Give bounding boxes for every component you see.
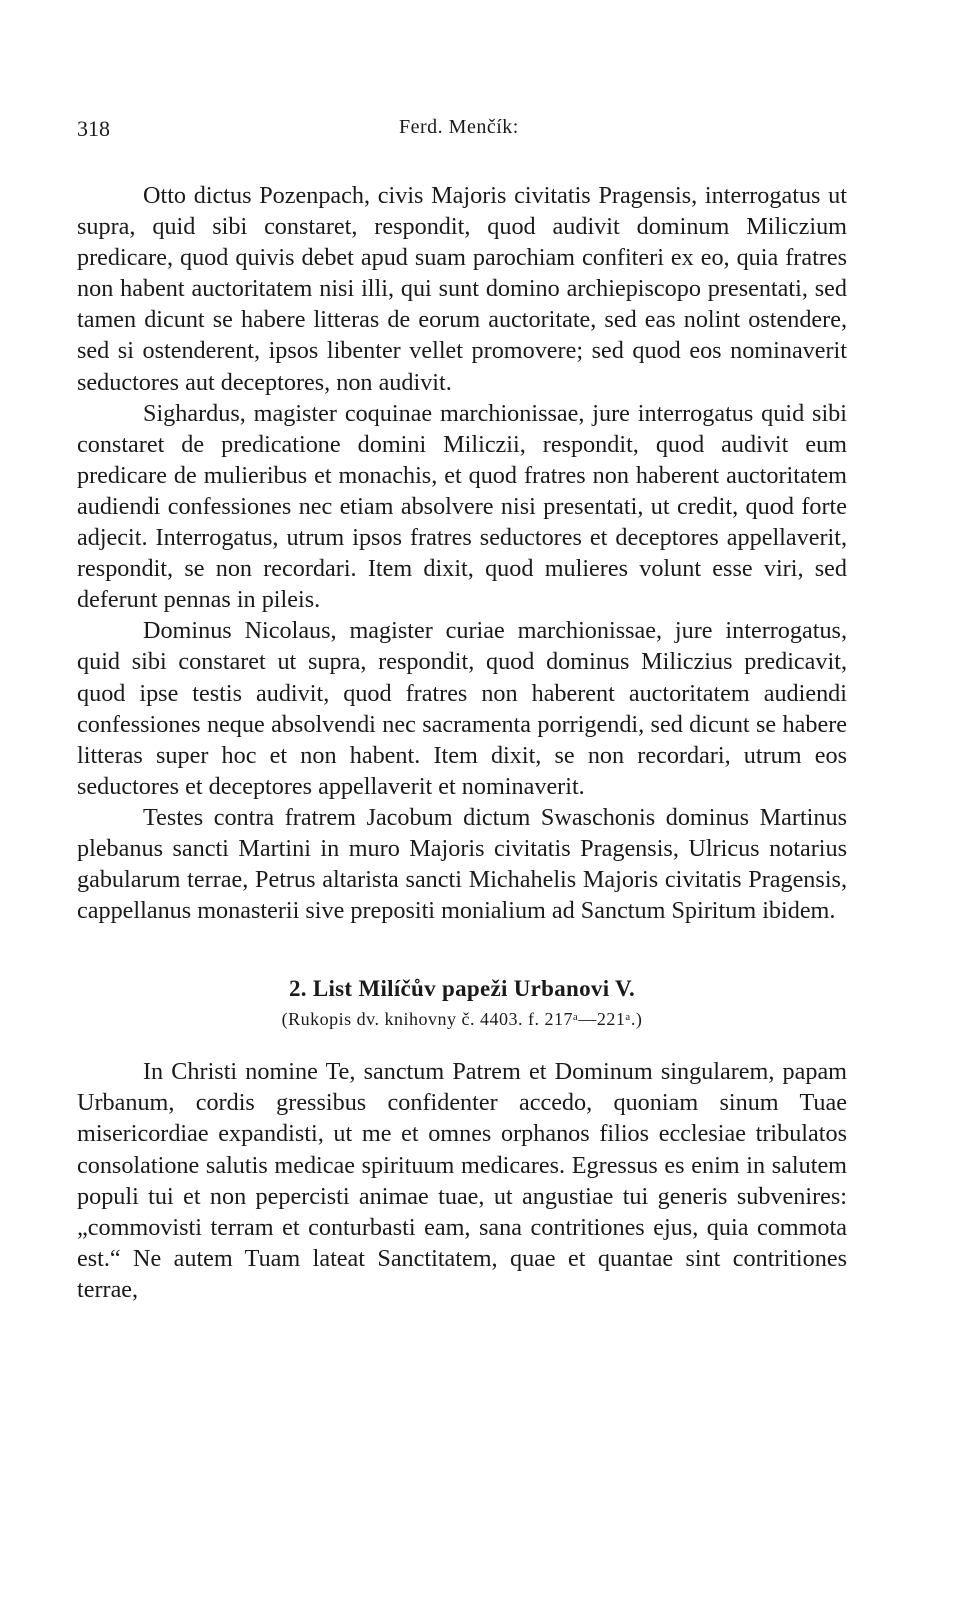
- running-head: [77, 112, 847, 148]
- section-heading: 2. List Milíčův papeži Urbanovi V.: [288, 976, 636, 1002]
- book-page: [77, 112, 847, 1305]
- letter-paragraph: In Christi nomine Te, sanctum Patrem et Dominum singularem, papam Urbanum, cordis gressibus confidenter accedo, quoniam sinum Tuae misericordiae expandisti, ut me et omnes orphanos filios ecclesiae tribulatos consolatione salutis medicae spirituum medicares. Egressus es enim in salutem populi tui et non pepercisti animae tuae, ut angustiae tui generis subvenires: „commovisti terram et conturbasti eam, sana contritiones ejus, quia commota est.“ Ne autem Tuam lateat Sanctitatem, quae et quantae sint contritiones terrae,: [77, 1058, 847, 1303]
- paragraph-otto-pozenpach: Otto dictus Pozenpach, civis Majoris civitatis Pragensis, interrogatus ut supra, quid sibi constaret, respondit, quod audivit dominum Miliczium predicare, quod quivis debet apud suam parochiam confiteri ex eo, quia fratres non habent auctoritatem nisi illi, qui sunt domino archiepiscopo presentati, sed tamen dicunt se habere litteras de eorum auctoritate, sed eas nolint ostendere, sed si ostenderent, ipsos libenter vellet promovere; sed quod eos nominaverit seductores aut deceptores, non audivit.: [77, 182, 847, 396]
- running-head-author: Ferd. Menčík:: [399, 116, 519, 138]
- testimony-text: [77, 180, 847, 926]
- paragraph-nicolaus: Dominus Nicolaus, magister curiae marchionissae, jure interrogatus, quid sibi constaret ut supra, respondit, quod dominus Miliczius predicavit, quod ipse testis audivit, quod fratres non haberent auctoritatem audiendi confessiones neque absolvendi nec sacramenta porrigendi, sed dicunt se habere litteras super hoc et non habent. Item dixit, se non recordari, utrum eos seductores et deceptores appellaverit et nominaverit.: [77, 617, 847, 800]
- page-number: 318: [77, 116, 110, 141]
- section-source-note: (Rukopis dv. knihovny č. 4403. f. 217ᵃ—221ᵃ.): [281, 1009, 643, 1030]
- letter-text: [77, 1056, 847, 1305]
- paragraph-sighardus: Sighardus, magister coquinae marchionissae, jure interrogatus quid sibi constaret de predicatione domini Miliczii, respondit, quod audivit eum predicare de mulieribus et monachis, et quod fratres non haberent auctoritatem audiendi confessiones nec etiam absolvere nisi presentati, ut credit, quod forte adjecit. Interrogatus, utrum ipsos fratres seductores et deceptores appellaverit, respondit, se non recordari. Item dixit, quod mulieres volunt esse viri, sed deferunt pennas in pileis.: [77, 399, 847, 614]
- paragraph-testes: Testes contra fratrem Jacobum dictum Swaschonis dominus Martinus plebanus sancti Martini in muro Majoris civitatis Pragensis, Ulricus notarius gabularum terrae, Petrus altarista sancti Michahelis Majoris civitatis Pragensis, cappellanus monasterii sive prepositi monialium ad Sanctum Spiritum ibidem.: [77, 803, 847, 925]
